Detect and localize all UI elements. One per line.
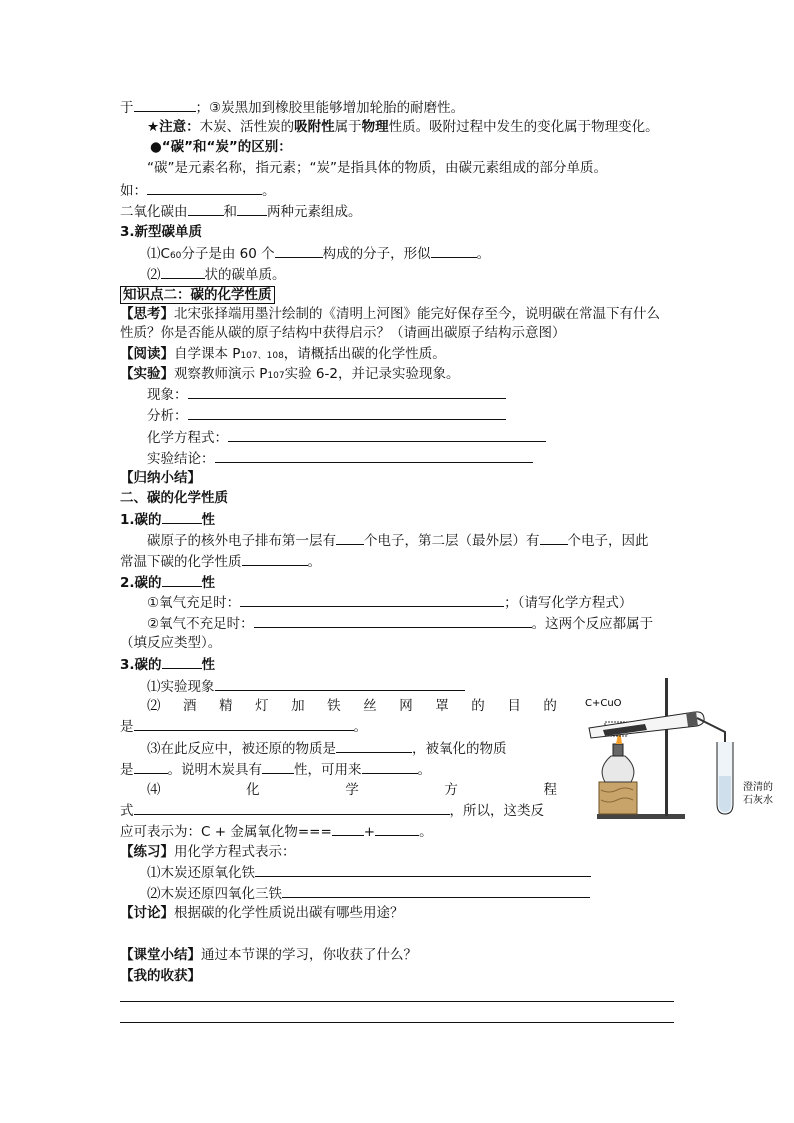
blank[interactable] (162, 509, 202, 524)
blank[interactable] (254, 613, 532, 628)
blank[interactable] (162, 572, 202, 587)
blank[interactable] (336, 530, 364, 545)
p3-q4-cont: 式 ，所以，这类反 (120, 800, 544, 821)
blank[interactable] (240, 592, 504, 607)
my-gain: 【我的收获】 (120, 968, 201, 984)
p3-q2: ⑵ 酒 精 灯 加 铁 丝 网 罩 的 目 的 (147, 698, 557, 714)
co2-line: 二氧化碳由 和 两种元素组成。 (120, 201, 362, 222)
blank[interactable] (262, 759, 294, 774)
blank[interactable] (134, 716, 354, 731)
blank[interactable] (134, 800, 450, 815)
nanotube-line: ⑵ 状的碳单质。 (147, 264, 286, 285)
blank[interactable] (275, 243, 323, 258)
blank[interactable] (336, 738, 412, 753)
blank[interactable] (237, 201, 267, 216)
section-3-title: 3.新型碳单质 (120, 224, 203, 240)
blank[interactable] (188, 384, 506, 399)
knowledge-point-2: 知识点二：碳的化学性质 (120, 285, 275, 305)
c60-line: ⑴C60分子是由 60 个 构成的分子，形似 。 (147, 243, 490, 266)
answer-line[interactable] (120, 1022, 674, 1023)
blank[interactable] (188, 405, 506, 420)
blank[interactable] (362, 759, 418, 774)
think-line-2: 性质？你是否能从碳的原子结构中获得启示？（请画出碳原子结构示意图） (120, 325, 566, 341)
blank[interactable] (147, 180, 262, 195)
p3-q1: ⑴实验现象 (147, 676, 465, 697)
stand-base-icon (597, 814, 685, 819)
line-1: 于 ；③炭黑加到橡胶里能够增加轮胎的耐磨性。 (120, 97, 464, 118)
alcohol-lamp-icon (602, 756, 634, 782)
p2-line-3: （填反应类型）。 (120, 635, 222, 651)
p1-line-1: 碳原子的核外电子排布第一层有 个电子，第二层（最外层）有 个电子，因此 (147, 530, 649, 551)
blank[interactable] (540, 530, 568, 545)
p3-title: 3.碳的 性 (120, 654, 215, 675)
diff-title: ●“碳”和“炭”的区别： (150, 139, 292, 155)
blank[interactable] (282, 883, 590, 898)
blank[interactable] (242, 551, 308, 566)
diff-text: “碳”是元素名称，指元素；“炭”是指具体的物质，由碳元素组成的部分单质。 (147, 160, 607, 176)
blank[interactable] (228, 427, 546, 442)
blank[interactable] (255, 862, 591, 877)
p3-q4: ⑷ 化 学 方 程 (147, 782, 557, 798)
stand-rod-icon (665, 678, 668, 816)
blank[interactable] (188, 201, 224, 216)
figure-label-c-cuo: C+CuO (585, 698, 622, 709)
blank[interactable] (215, 676, 465, 691)
class-summary: 【课堂小结】通过本节课的学习，你收获了什么？ (120, 947, 417, 963)
carbon-reduction-apparatus-figure (575, 672, 787, 830)
p2-line-2: ②氧气不充足时： 。这两个反应都属于 (147, 613, 653, 634)
p3-q2-cont: 是 。 (120, 716, 367, 737)
discuss: 【讨论】根据碳的化学性质说出碳有哪些用途？ (120, 905, 404, 921)
equation: 化学方程式： (147, 427, 546, 448)
summary-head: 【归纳小结】 (120, 470, 201, 486)
p3-q3: ⑶在此反应中，被还原的物质是 ，被氧化的物质 (147, 738, 507, 759)
p1-title: 1.碳的 性 (120, 509, 215, 530)
blank[interactable] (134, 759, 168, 774)
blank[interactable] (431, 243, 477, 258)
blank[interactable] (161, 264, 205, 279)
blank[interactable] (134, 97, 196, 112)
blank[interactable] (375, 821, 419, 836)
think-line-1: 【思考】北宋张择端用墨汁绘制的《清明上河图》能完好保存至今，说明碳在常温下有什么 (120, 306, 660, 322)
observation: 现象： (147, 384, 506, 405)
p2-line-1: ①氧气充足时： ；（请写化学方程式） (147, 592, 632, 613)
blank[interactable] (332, 821, 364, 836)
analysis: 分析： (147, 405, 506, 426)
read-line: 【阅读】自学课本 P107、108，请概括出碳的化学性质。 (120, 346, 446, 362)
figure-label-limewater-2: 石灰水 (743, 795, 773, 806)
blank[interactable] (215, 448, 533, 463)
p2-title: 2.碳的 性 (120, 572, 215, 593)
p1-line-2: 常温下碳的化学性质 。 (120, 551, 321, 572)
experiment-line: 【实验】观察教师演示 P107实验 6-2，并记录实验现象。 (120, 366, 460, 382)
section-2-title: 二、碳的化学性质 (120, 490, 228, 506)
practice-1: ⑴木炭还原氧化铁 (147, 862, 591, 883)
conclusion: 实验结论： (147, 448, 533, 469)
example-line: 如： 。 (120, 180, 276, 201)
note: ★注意：木炭、活性炭的吸附性属于物理性质。吸附过程中发生的变化属于物理变化。 (147, 119, 659, 135)
figure-label-limewater-1: 澄清的 (743, 782, 773, 793)
p3-q3-cont: 是 。说明木炭具有 性，可用来 。 (120, 759, 431, 780)
practice-head: 【练习】用化学方程式表示： (120, 844, 296, 860)
wood-block-icon (599, 782, 637, 814)
answer-line[interactable] (120, 1001, 674, 1002)
p3-q4-general: 应可表示为：C + 金属氧化物=== + 。 (120, 821, 433, 842)
practice-2: ⑵木炭还原四氧化三铁 (147, 883, 590, 904)
blank[interactable] (162, 654, 202, 669)
